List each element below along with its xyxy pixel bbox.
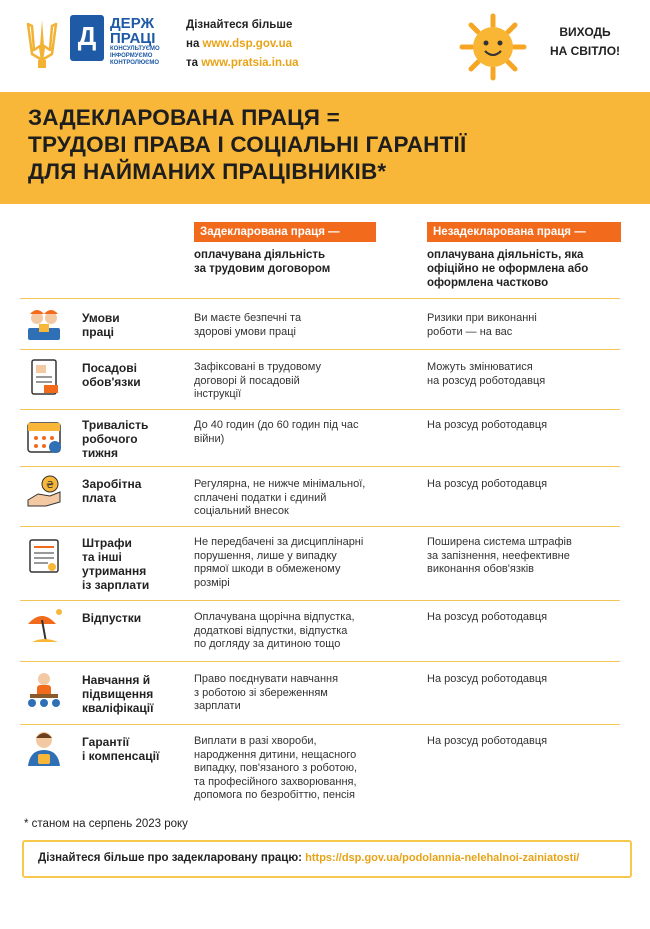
declared-working-conditions: Ви маєте безпечні та здорові умови праці (194, 312, 302, 338)
divider (20, 298, 620, 299)
divider (20, 349, 620, 350)
declared-job-duties: Зафіксовані в трудовому договорі й посадовій інструкції (194, 361, 321, 400)
declared-salary: Регулярна, не нижче мінімальної, сплачені податки і єдиний соціальний внесок (194, 478, 366, 517)
more-info-text: Дізнайтеся більше про задекларовану працю: https://dsp.gov.ua/podolannia-nelehalnoi-zainiatosti/ (38, 852, 580, 864)
divider (20, 409, 620, 410)
undeclared-work-week: На розсуд роботодавця (427, 419, 548, 431)
campaign-badge: ВИХОДЬ НА СВІТЛО! (549, 25, 621, 58)
salary-hand-icon (24, 472, 64, 512)
trident-icon (22, 16, 62, 72)
declared-guarantees: Виплати в разі хвороби, народження дитини, нещасного випадку, пов'язаного з роботою, та професійного захворювання, допомога по безробіттю, пенсія (194, 735, 358, 801)
header (0, 0, 650, 92)
divider (20, 661, 620, 662)
row-label-vacations: Відпустки (82, 611, 142, 625)
undeclared-column-subtitle: оплачувана діяльність, яка офіційно не оформлена або оформлена частково (427, 249, 589, 289)
undeclared-working-conditions: Ризики при виконанні роботи — на вас (427, 312, 537, 338)
divider (20, 724, 620, 725)
calendar-icon (24, 416, 64, 456)
beach-umbrella-icon (24, 606, 64, 646)
footnote: * станом на серпень 2023 року (24, 818, 188, 830)
training-icon (24, 670, 64, 710)
declared-fines: Не передбачені за дисциплінарні порушення, лише у випадку прямої шкоди в обмеженому розмірі (194, 536, 364, 589)
logo-subtitle: КОНСУЛЬТУЄМО ІНФОРМУЄМО КОНТРОЛЮЄМО (110, 46, 160, 66)
row-label-job-duties: Посадові обов'язки (82, 361, 141, 389)
undeclared-fines: Поширена система штрафів за запізнення, неефективне виконання обов'язків (427, 536, 572, 575)
row-label-guarantees: Гарантії і компенсації (82, 735, 160, 763)
guarantee-person-icon (24, 728, 64, 768)
fines-document-icon (24, 536, 64, 576)
declared-work-week: До 40 годин (до 60 годин під час війни) (194, 419, 359, 445)
sun-mascot-icon (458, 12, 528, 82)
row-label-salary: Заробітна плата (82, 477, 142, 505)
undeclared-guarantees: На розсуд роботодавця (427, 735, 548, 747)
dsp-logo-icon (70, 15, 104, 61)
workers-icon (24, 304, 64, 344)
more-info-link[interactable]: https://dsp.gov.ua/podolannia-nelehalnoi-zainiatosti/ (305, 852, 580, 864)
undeclared-training: На розсуд роботодавця (427, 673, 548, 685)
divider (20, 600, 620, 601)
svg-text:₴: ₴ (46, 480, 54, 491)
declared-vacations: Оплачувана щорічна відпустка, додаткові відпустки, відпустка по догляду за дитиною тощо (194, 611, 355, 650)
row-label-fines: Штрафи та інші утримання із зарплати (82, 536, 150, 592)
undeclared-vacations: На розсуд роботодавця (427, 611, 548, 623)
dsp-link[interactable]: www.dsp.gov.ua (202, 38, 292, 50)
header-info: Дізнайтеся більше на www.dsp.gov.ua та www.pratsia.in.ua (186, 19, 299, 69)
document-icon (24, 357, 64, 397)
pratsia-link[interactable]: www.pratsia.in.ua (201, 57, 299, 69)
page-title: ЗАДЕКЛАРОВАНА ПРАЦЯ = ТРУДОВІ ПРАВА І СОЦІАЛЬНІ ГАРАНТІЇ ДЛЯ НАЙМАНИХ ПРАЦІВНИКІВ* (28, 105, 467, 184)
row-label-training: Навчання й підвищення кваліфікації (82, 673, 154, 715)
undeclared-salary: На розсуд роботодавця (427, 478, 548, 490)
declared-training: Право поєднувати навчання з роботою зі збереженням зарплати (194, 673, 339, 712)
divider (20, 526, 620, 527)
undeclared-job-duties: Можуть змінюватися на розсуд роботодавця (427, 361, 546, 387)
logo-title: ДЕРЖ ПРАЦІ (110, 15, 156, 47)
row-label-work-week: Тривалість робочого тижня (82, 418, 149, 460)
divider (20, 466, 620, 467)
row-label-working-conditions: Умови праці (82, 311, 120, 339)
undeclared-column-header: Незадекларована праця — (427, 222, 621, 242)
declared-column-subtitle: оплачувана діяльність за трудовим договором (194, 249, 331, 275)
declared-column-header: Задекларована праця — (194, 222, 376, 242)
